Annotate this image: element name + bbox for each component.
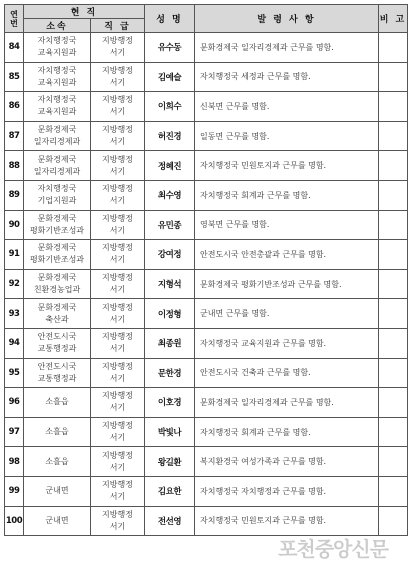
personnel-table — [4, 4, 408, 536]
table-header — [5, 5, 408, 33]
row-num: 94 — [5, 328, 24, 358]
row-dept: 안전도시국 교통행정과 — [24, 358, 91, 388]
row-name: 이호경 — [145, 388, 195, 418]
row-name: 최종원 — [145, 328, 195, 358]
row-dept: 문화경제국 평화기반조성과 — [24, 240, 91, 270]
row-grade: 지방행정 서기 — [91, 417, 145, 447]
row-num: 100 — [5, 506, 24, 536]
row-detail: 문화경제국 일자리경제과 근무를 명함. — [195, 33, 379, 63]
row-name: 정혜진 — [145, 151, 195, 181]
row-num: 92 — [5, 269, 24, 299]
row-detail: 문화경제국 일자리경제과 근무를 명함. — [195, 388, 379, 418]
table-row — [5, 62, 408, 92]
table-row — [5, 388, 408, 418]
row-note — [379, 328, 408, 358]
row-detail: 자치행정국 회계과 근무를 명함. — [195, 417, 379, 447]
row-num: 99 — [5, 476, 24, 506]
row-dept: 자치행정국 기업지원과 — [24, 180, 91, 210]
row-num: 97 — [5, 417, 24, 447]
row-name: 김요한 — [145, 476, 195, 506]
table-row — [5, 269, 408, 299]
row-num: 87 — [5, 121, 24, 151]
row-grade: 지방행정 서기 — [91, 358, 145, 388]
row-detail: 복지환경국 여성가족과 근무를 명함. — [195, 447, 379, 477]
row-name: 최수영 — [145, 180, 195, 210]
row-note — [379, 151, 408, 181]
row-detail: 안전도시국 건축과 근무를 명함. — [195, 358, 379, 388]
header-note: 비 고 — [379, 5, 408, 33]
watermark: 포천중앙신문 — [278, 537, 388, 561]
row-note — [379, 121, 408, 151]
table-row — [5, 121, 408, 151]
table-row — [5, 240, 408, 270]
row-num: 86 — [5, 92, 24, 122]
table-row — [5, 210, 408, 240]
row-num: 96 — [5, 388, 24, 418]
row-grade: 지방행정 서기 — [91, 62, 145, 92]
row-dept: 문화경제국 일자리경제과 — [24, 151, 91, 181]
row-num: 98 — [5, 447, 24, 477]
row-num: 91 — [5, 240, 24, 270]
row-grade: 지방행정 서기 — [91, 121, 145, 151]
row-name: 전선영 — [145, 506, 195, 536]
row-dept: 문화경제국 축산과 — [24, 299, 91, 329]
table-row — [5, 447, 408, 477]
row-note — [379, 358, 408, 388]
row-num: 85 — [5, 62, 24, 92]
row-dept: 자치행정국 교육지원과 — [24, 33, 91, 63]
header-num: 연 번 — [5, 5, 24, 33]
row-dept: 문화경제국 평화기반조성과 — [24, 210, 91, 240]
row-note — [379, 210, 408, 240]
row-grade: 지방행정 서기 — [91, 180, 145, 210]
row-name: 유민종 — [145, 210, 195, 240]
row-detail: 안전도시국 안전총괄과 근무를 명함. — [195, 240, 379, 270]
row-name: 강여정 — [145, 240, 195, 270]
row-name: 박빛나 — [145, 417, 195, 447]
row-name: 문한경 — [145, 358, 195, 388]
row-detail: 자치행정국 민원토지과 근무를 명함. — [195, 506, 379, 536]
row-grade: 지방행정 서기 — [91, 299, 145, 329]
row-grade: 지방행정 서기 — [91, 506, 145, 536]
row-note — [379, 240, 408, 270]
table-row — [5, 180, 408, 210]
row-name: 김예슬 — [145, 62, 195, 92]
row-name: 이정형 — [145, 299, 195, 329]
table-row — [5, 506, 408, 536]
row-note — [379, 180, 408, 210]
row-grade: 지방행정 서기 — [91, 388, 145, 418]
row-grade: 지방행정 서기 — [91, 328, 145, 358]
row-detail: 신북면 근무를 명함. — [195, 92, 379, 122]
header-detail: 발 령 사 항 — [195, 5, 379, 33]
row-dept: 문화경제국 친환경농업과 — [24, 269, 91, 299]
row-num: 89 — [5, 180, 24, 210]
row-detail: 자치행정국 교육지원과 근무를 명함. — [195, 328, 379, 358]
row-name: 허진경 — [145, 121, 195, 151]
row-grade: 지방행정 서기 — [91, 240, 145, 270]
row-dept: 자치행정국 교육지원과 — [24, 62, 91, 92]
row-note — [379, 33, 408, 63]
row-detail: 자치행정국 회계과 근무를 명함. — [195, 180, 379, 210]
row-note — [379, 447, 408, 477]
row-detail: 자치행정국 세정과 근무를 명함. — [195, 62, 379, 92]
table-row — [5, 358, 408, 388]
table-row — [5, 92, 408, 122]
row-num: 95 — [5, 358, 24, 388]
row-note — [379, 417, 408, 447]
row-dept: 군내면 — [24, 476, 91, 506]
row-dept: 문화경제국 일자리경제과 — [24, 121, 91, 151]
row-detail: 자치행정국 민원토지과 근무를 명함. — [195, 151, 379, 181]
row-name: 유수동 — [145, 33, 195, 63]
row-num: 93 — [5, 299, 24, 329]
row-name: 왕길환 — [145, 447, 195, 477]
row-note — [379, 388, 408, 418]
row-grade: 지방행정 서기 — [91, 269, 145, 299]
row-grade: 지방행정 서기 — [91, 447, 145, 477]
row-grade: 지방행정 서기 — [91, 92, 145, 122]
row-detail: 문화경제국 평화기반조성과 근무를 명함. — [195, 269, 379, 299]
table-row — [5, 328, 408, 358]
row-detail: 자치행정국 자치행정과 근무를 명함. — [195, 476, 379, 506]
header-current: 현 직 — [24, 5, 145, 19]
row-note — [379, 299, 408, 329]
row-name: 지형석 — [145, 269, 195, 299]
header-grade: 직 급 — [91, 19, 145, 33]
row-dept: 소흘읍 — [24, 417, 91, 447]
row-grade: 지방행정 서기 — [91, 151, 145, 181]
row-dept: 소흘읍 — [24, 388, 91, 418]
row-grade: 지방행정 서기 — [91, 476, 145, 506]
row-note — [379, 476, 408, 506]
row-name: 이희수 — [145, 92, 195, 122]
row-note — [379, 92, 408, 122]
table-row — [5, 151, 408, 181]
row-note — [379, 506, 408, 536]
row-note — [379, 269, 408, 299]
table-body — [5, 33, 408, 536]
row-dept: 자치행정국 교육지원과 — [24, 92, 91, 122]
row-grade: 지방행정 서기 — [91, 210, 145, 240]
row-dept: 안전도시국 교통행정과 — [24, 328, 91, 358]
row-detail: 영북면 근무를 명함. — [195, 210, 379, 240]
row-detail: 일동면 근무를 명함. — [195, 121, 379, 151]
header-name: 성 명 — [145, 5, 195, 33]
table-row — [5, 33, 408, 63]
row-dept: 소흘읍 — [24, 447, 91, 477]
row-num: 84 — [5, 33, 24, 63]
row-detail: 군내면 근무를 명함. — [195, 299, 379, 329]
table-row — [5, 299, 408, 329]
table-row — [5, 417, 408, 447]
table-row — [5, 476, 408, 506]
row-note — [379, 62, 408, 92]
row-num: 88 — [5, 151, 24, 181]
row-num: 90 — [5, 210, 24, 240]
header-dept: 소속 — [24, 19, 91, 33]
row-grade: 지방행정 서기 — [91, 33, 145, 63]
row-dept: 군내면 — [24, 506, 91, 536]
